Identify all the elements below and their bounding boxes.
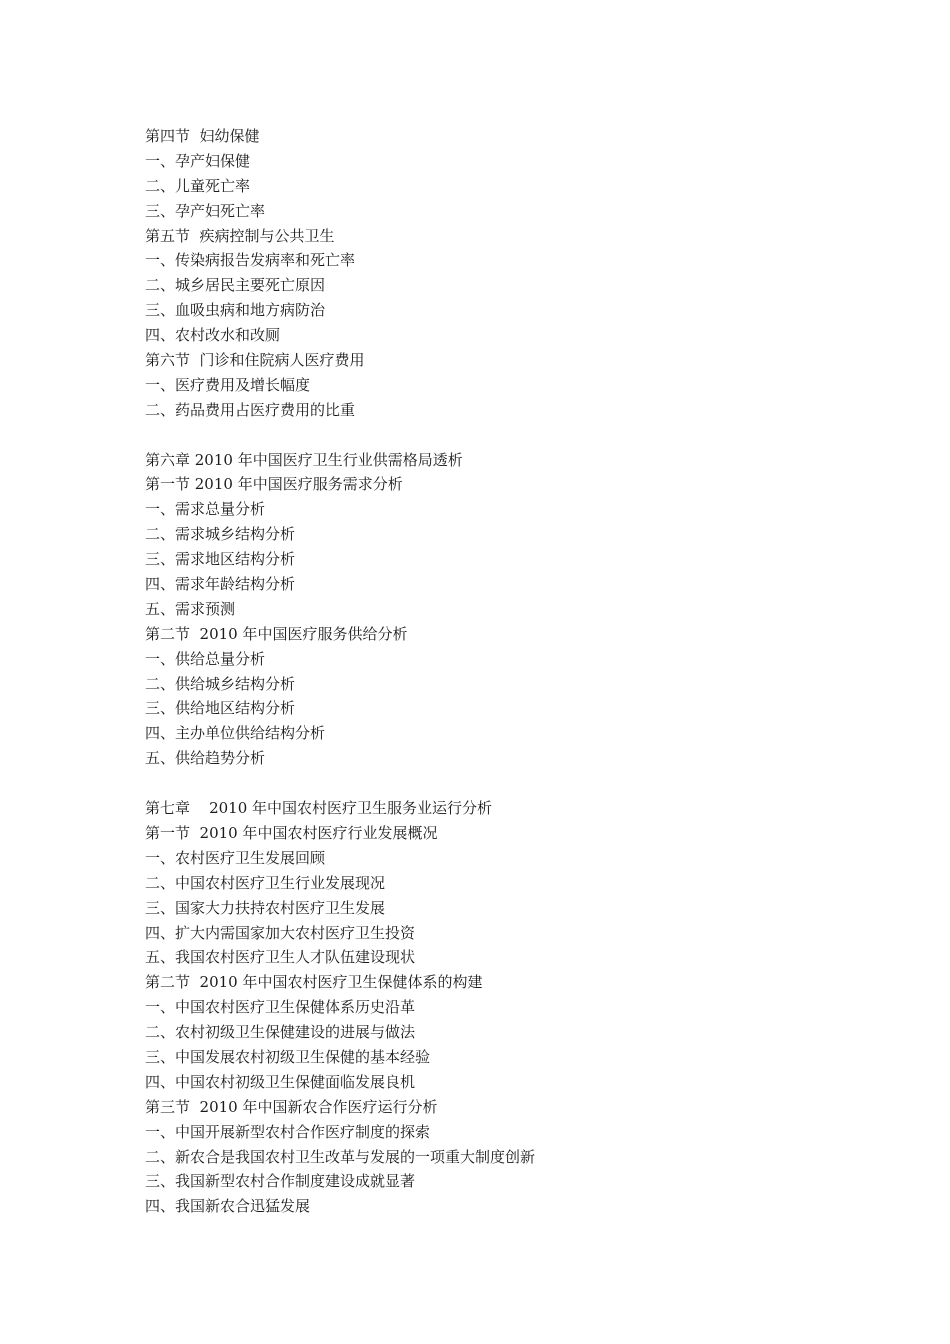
chapter-heading: 第六章 2010 年中国医疗卫生行业供需格局透析 — [145, 450, 463, 469]
list-item: 四、我国新农合迅猛发展 — [145, 1197, 311, 1216]
list-item: 四、主办单位供给结构分析 — [145, 724, 326, 743]
list-item: 三、孕产妇死亡率 — [145, 201, 266, 220]
section-heading: 第一节 2010 年中国农村医疗行业发展概况 — [145, 823, 438, 842]
list-item: 一、中国开展新型农村合作医疗制度的探索 — [145, 1122, 431, 1141]
list-item: 四、需求年龄结构分析 — [145, 575, 296, 594]
list-item: 二、城乡居民主要死亡原因 — [145, 276, 326, 295]
list-item: 一、医疗费用及增长幅度 — [145, 375, 311, 394]
list-item: 二、新农合是我国农村卫生改革与发展的一项重大制度创新 — [145, 1147, 536, 1166]
list-item: 四、中国农村初级卫生保健面临发展良机 — [145, 1072, 416, 1091]
list-item: 一、供给总量分析 — [145, 649, 266, 668]
list-item: 一、孕产妇保健 — [145, 151, 251, 170]
list-item: 五、我国农村医疗卫生人才队伍建设现状 — [145, 948, 416, 967]
section-heading: 第二节 2010 年中国医疗服务供给分析 — [145, 624, 408, 643]
list-item: 二、药品费用占医疗费用的比重 — [145, 400, 356, 419]
list-item: 五、需求预测 — [145, 599, 236, 618]
list-item: 二、儿童死亡率 — [145, 176, 251, 195]
chapter-heading: 第七章 2010 年中国农村医疗卫生服务业运行分析 — [145, 799, 493, 818]
list-item: 三、血吸虫病和地方病防治 — [145, 301, 326, 320]
list-item: 三、我国新型农村合作制度建设成就显著 — [145, 1172, 416, 1191]
list-item: 一、传染病报告发病率和死亡率 — [145, 251, 356, 270]
blank-line — [145, 423, 865, 448]
section-heading: 第五节 疾病控制与公共卫生 — [145, 226, 335, 245]
list-item: 三、国家大力扶持农村医疗卫生发展 — [145, 898, 386, 917]
section-heading: 第四节 妇幼保健 — [145, 127, 260, 145]
list-item: 一、中国农村医疗卫生保健体系历史沿革 — [145, 998, 416, 1017]
section-heading: 第二节 2010 年中国农村医疗卫生保健体系的构建 — [145, 973, 483, 992]
section-heading: 第六节 门诊和住院病人医疗费用 — [145, 351, 365, 370]
section-heading: 第三节 2010 年中国新农合作医疗运行分析 — [145, 1097, 438, 1116]
list-item: 二、中国农村医疗卫生行业发展现况 — [145, 873, 386, 892]
list-item: 三、需求地区结构分析 — [145, 550, 296, 569]
list-item: 五、供给趋势分析 — [145, 749, 266, 768]
blank-line — [145, 771, 865, 796]
list-item: 二、需求城乡结构分析 — [145, 525, 296, 544]
list-item: 四、农村改水和改厕 — [145, 326, 281, 345]
list-item: 四、扩大内需国家加大农村医疗卫生投资 — [145, 923, 416, 942]
section-heading: 第一节 2010 年中国医疗服务需求分析 — [145, 475, 403, 494]
list-item: 二、农村初级卫生保健建设的进展与做法 — [145, 1023, 416, 1042]
document-body — [145, 124, 865, 1219]
list-item: 三、中国发展农村初级卫生保健的基本经验 — [145, 1047, 431, 1066]
list-item: 三、供给地区结构分析 — [145, 699, 296, 718]
list-item: 一、农村医疗卫生发展回顾 — [145, 848, 326, 867]
list-item: 二、供给城乡结构分析 — [145, 674, 296, 693]
list-item: 一、需求总量分析 — [145, 500, 266, 519]
